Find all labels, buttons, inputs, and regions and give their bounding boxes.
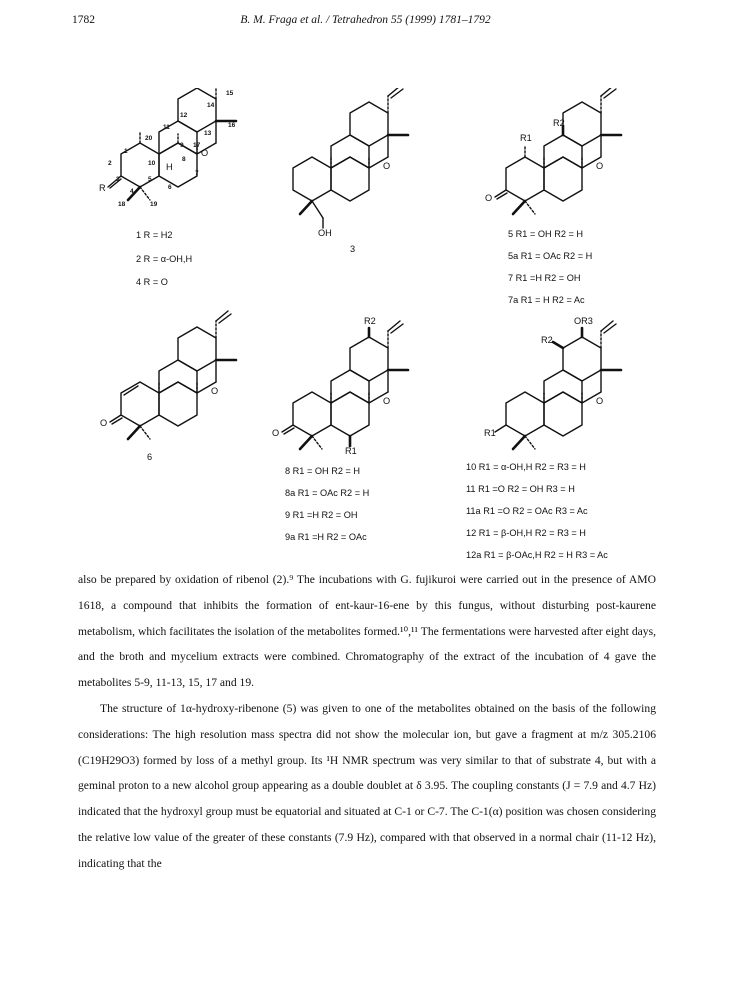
compound-label-5: 5 R1 = OH R2 = H: [508, 229, 584, 239]
structure-10: [495, 321, 621, 449]
atom-label-O: O: [383, 396, 391, 406]
atom-label-4: 4: [130, 188, 134, 195]
compound-label-1: 1 R = H2: [136, 230, 173, 240]
compound-label-11: 11 R1 =O R2 = OH R3 = H: [466, 484, 575, 494]
compound-label-10: 10 R1 = α-OH,H R2 = R3 = H: [466, 462, 586, 472]
atom-label-3: 3: [116, 176, 120, 183]
atom-label-7: 7: [195, 170, 199, 177]
compound-label-8: 8 R1 = OH R2 = H: [285, 466, 361, 476]
atom-label-R1: R1: [484, 428, 496, 438]
compound-label-2: 2 R = α-OH,H: [136, 254, 193, 264]
atom-label-17: 17: [193, 142, 201, 149]
atom-label-OR3: OR3: [574, 316, 593, 326]
compound-label-3: 3: [350, 244, 356, 254]
structures-figure: [0, 88, 731, 558]
atom-label-9: 9: [180, 142, 184, 149]
atom-label-15: 15: [226, 90, 234, 97]
atom-label-H: H: [166, 162, 173, 172]
atom-label-5: 5: [148, 176, 152, 183]
atom-label-20: 20: [145, 135, 153, 142]
compound-label-12: 12 R1 = β-OH,H R2 = R3 = H: [466, 528, 586, 538]
compound-label-11a: 11a R1 =O R2 = OAc R3 = Ac: [466, 506, 588, 516]
atom-label-OH: OH: [318, 228, 332, 238]
compound-label-4: 4 R = O: [136, 277, 168, 287]
atom-label-13: 13: [204, 130, 212, 137]
atom-label-O: O: [100, 418, 108, 428]
atom-label-R2: R2: [364, 316, 376, 326]
atom-label-16: 16: [228, 122, 236, 129]
compound-label-7: 7 R1 =H R2 = OH: [508, 273, 581, 283]
atom-label-12: 12: [180, 112, 188, 119]
atom-label-O: O: [272, 428, 280, 438]
structure-5: [495, 88, 621, 214]
paragraph-2: The structure of 1α-hydroxy-ribenone (5) was given to one of the metabolites obtained on the basis of the following considerations: The high resolution mass spectra did not show the molecular ion, but gave a fragment at m/z 305.2106 (C19H29O3) formed by loss of a methyl group. Its ¹H NMR spectrum was very similar to that of substrate 4, but with a geminal proton to a new alcohol group appearing as a double doublet at δ 3.95. The coupling constants (J = 7.9 and 4.7 Hz) indicated that the hydroxyl group must be equatorial and situated at C-1 or C-7. The C-1(α) position was chosen considering the relative low value of the greater of these constants (7.9 Hz), compared with that observed in a normal chair (11-12 Hz), indicating that the: [78, 701, 656, 870]
atom-label-10: 10: [148, 160, 156, 167]
atom-label-O: O: [596, 396, 604, 406]
atom-label-11: 11: [163, 124, 170, 131]
atom-label-O: O: [596, 161, 604, 171]
atom-label-14: 14: [207, 102, 215, 109]
atom-label-R2: R2: [541, 335, 553, 345]
structure-8: [282, 321, 408, 449]
atom-label-O: O: [485, 193, 493, 203]
atom-label-8: 8: [182, 156, 186, 163]
compound-label-9: 9 R1 =H R2 = OH: [285, 510, 358, 520]
compound-label-12a: 12a R1 = β-OAc,H R2 = H R3 = Ac: [466, 550, 608, 560]
atom-label-18: 18: [118, 201, 126, 208]
atom-label-R1: R1: [520, 133, 532, 143]
atom-label-19: 19: [150, 201, 158, 208]
compound-label-7a: 7a R1 = H R2 = Ac: [508, 295, 585, 305]
running-title: B. M. Fraga et al. / Tetrahedron 55 (1999) 1781–1792: [240, 14, 491, 26]
atom-label-R1: R1: [345, 446, 357, 456]
atom-label-6: 6: [168, 184, 172, 191]
paragraph-1: also be prepared by oxidation of ribenol (2).⁹ The incubations with G. fujikuroi were carried out in the presence of AMO 1618, a compound that inhibits the formation of ent-kaur-16-ene by this fungus, without disturbing post-kaurene metabolism, which facilitates the isolation of the metabolites formed.¹⁰,¹¹ The fermentations were harvested after eight days, and the broth and mycelium extracts were combined. Chromatography of the extract of the incubation of 4 gave the metabolites 5-9, 11-13, 15, 17 and 19.: [78, 573, 656, 690]
body-text: [78, 567, 656, 877]
structure-3: [293, 88, 408, 228]
atom-label-2: 2: [108, 160, 112, 167]
structure-1: [108, 88, 236, 200]
atom-label-R: R: [99, 183, 106, 193]
atom-label-O: O: [201, 148, 209, 158]
atom-label-O: O: [211, 386, 219, 396]
structure-6: [110, 311, 236, 439]
atom-label-R2: R2: [553, 118, 565, 128]
atom-label-O: O: [383, 161, 391, 171]
compound-label-5a: 5a R1 = OAc R2 = H: [508, 251, 593, 261]
page-number: 1782: [72, 14, 95, 26]
compound-label-8a: 8a R1 = OAc R2 = H: [285, 488, 370, 498]
atom-label-1: 1: [124, 148, 128, 155]
compound-label-9a: 9a R1 =H R2 = OAc: [285, 532, 367, 542]
compound-label-6: 6: [147, 452, 153, 462]
